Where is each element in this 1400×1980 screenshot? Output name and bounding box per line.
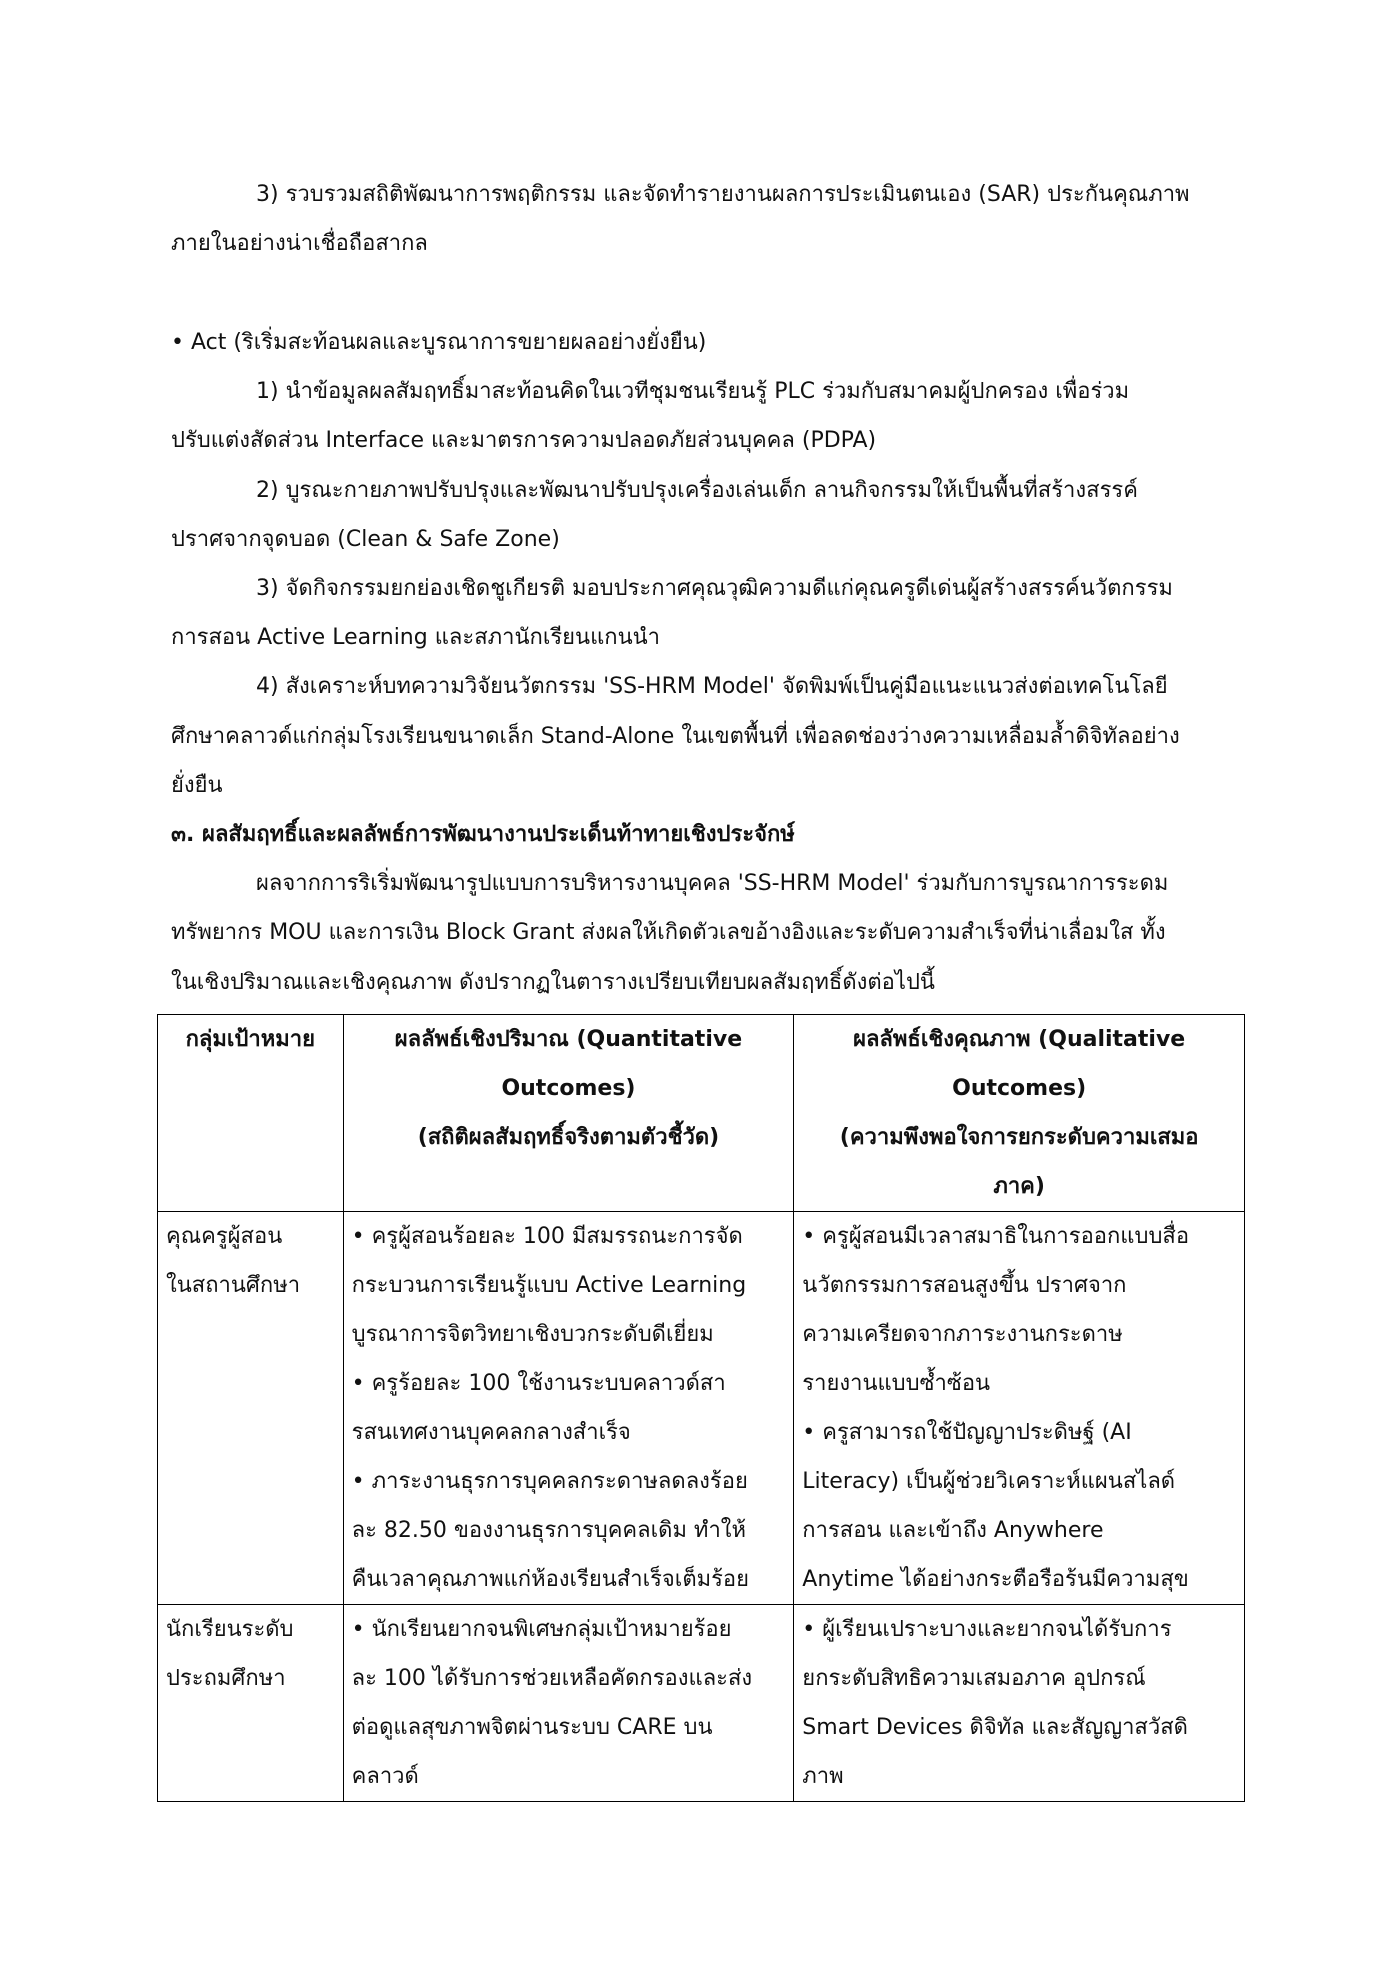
cell-line: ละ 82.50 ของงานธุรการบุคคลเดิม ทำให้ [351,1518,747,1543]
act-item-4-line-1: 4) สังเคราะห์บทความวิจัยนวัตกรรม 'SS-HRM Model' จัดพิมพ์เป็นคู่มือแนะแนวส่งต่อเทคโนโลยี [256,674,1168,699]
act-item-1-line-2: ปรับแต่งสัดส่วน Interface และมาตรการความปลอดภัยส่วนบุคคล (PDPA) [171,428,877,453]
cell-group [158,1212,344,1605]
cell-line: ภาพ [802,1764,844,1789]
act-item-3-line-1: 3) จัดกิจกรรมยกย่องเชิดชูเกียรติ มอบประกาศคุณวุฒิความดีแก่คุณครูดีเด่นผู้สร้างสรรค์นวัตกรรม [256,576,1173,601]
cell-line: บูรณาการจิตวิทยาเชิงบวกระดับดีเยี่ยม [351,1322,714,1347]
section-3-paragraph-line-3: ในเชิงปริมาณและเชิงคุณภาพ ดังปรากฏในตารางเปรียบเทียบผลสัมฤทธิ์ดังต่อไปนี้ [171,970,935,995]
header-line: Outcomes) [501,1076,636,1101]
cell-line: • ครูผู้สอนร้อยละ 100 มีสมรรถนะการจัด [351,1224,743,1249]
header-line: (ความพึงพอใจการยกระดับความเสมอ [839,1125,1199,1150]
cell-line: • ครูสามารถใช้ปัญญาประดิษฐ์ (AI [802,1420,1132,1445]
cell-qualitative [794,1605,1245,1802]
cell-line: • ครูร้อยละ 100 ใช้งานระบบคลาวด์สา [351,1371,726,1396]
cell-line: Anytime ได้อย่างกระตือรือร้นมีความสุข [802,1567,1189,1592]
section-3-paragraph-line-1: ผลจากการริเริ่มพัฒนารูปแบบการบริหารงานบุคคล 'SS-HRM Model' ร่วมกับการบูรณาการระดม [256,871,1169,896]
cell-line: ยกระดับสิทธิความเสมอภาค อุปกรณ์ [802,1666,1146,1691]
header-line: ผลลัพธ์เชิงคุณภาพ (Qualitative [853,1027,1186,1052]
cell-line: กระบวนการเรียนรู้แบบ Active Learning [351,1273,747,1298]
section-3-paragraph-line-2: ทรัพยากร MOU และการเงิน Block Grant ส่งผลให้เกิดตัวเลขอ้างอิงและระดับความสำเร็จที่น่าเลื่อมใส ทั้ง [171,920,1166,945]
cell-group [158,1605,344,1802]
cell-line: ในสถานศึกษา [166,1273,301,1298]
cell-line: คืนเวลาคุณภาพแก่ห้องเรียนสำเร็จเต็มร้อย [351,1567,750,1592]
cell-line: รายงานแบบซ้ำซ้อน [802,1371,991,1396]
cell-line: Smart Devices ดิจิทัล และสัญญาสวัสดิ [802,1715,1188,1740]
header-qualitative [794,1015,1245,1212]
cell-line: • ผู้เรียนเปราะบางและยากจนได้รับการ [802,1617,1172,1642]
header-line: Outcomes) [952,1076,1087,1101]
cell-line: • ภาระงานธุรการบุคคลกระดาษลดลงร้อย [351,1469,748,1494]
act-item-2-line-2: ปราศจากจุดบอด (Clean & Safe Zone) [171,527,560,552]
cell-quantitative [343,1605,794,1802]
cell-qualitative [794,1212,1245,1605]
cell-line: คลาวด์ [351,1764,419,1789]
header-line: (สถิติผลสัมฤทธิ์จริงตามตัวชี้วัด) [417,1125,720,1150]
cell-line: ประถมศึกษา [166,1666,286,1691]
paragraph-line: ภายในอย่างน่าเชื่อถือสากล [171,231,428,256]
cell-line: • นักเรียนยากจนพิเศษกลุ่มเป้าหมายร้อย [351,1617,732,1642]
outcomes-table [157,1014,1245,1802]
act-heading: • Act (ริเริ่มสะท้อนผลและบูรณาการขยายผลอย่างยั่งยืน) [171,330,707,355]
act-item-3-line-2: การสอน Active Learning และสภานักเรียนแกนนำ [171,625,661,650]
section-3-heading: ๓. ผลสัมฤทธิ์และผลลัพธ์การพัฒนางานประเด็นท้าทายเชิงประจักษ์ [171,822,795,847]
table-row [158,1605,1245,1802]
table-header-row [158,1015,1245,1212]
cell-line: ความเครียดจากภาระงานกระดาษ [802,1322,1123,1347]
act-item-1-line-1: 1) นำข้อมูลผลสัมฤทธิ์มาสะท้อนคิดในเวทีชุมชนเรียนรู้ PLC ร่วมกับสมาคมผู้ปกครอง เพื่อร่วม [256,379,1130,404]
paragraph-line: 3) รวบรวมสถิติพัฒนาการพฤติกรรม และจัดทำรายงานผลการประเมินตนเอง (SAR) ประกันคุณภาพ [256,182,1190,207]
header-quantitative [343,1015,794,1212]
header-line: ผลลัพธ์เชิงปริมาณ (Quantitative [394,1027,743,1052]
cell-quantitative [343,1212,794,1605]
cell-line: นักเรียนระดับ [166,1617,294,1642]
cell-line: • ครูผู้สอนมีเวลาสมาธิในการออกแบบสื่อ [802,1224,1190,1249]
act-item-4-line-2: ศึกษาคลาวด์แก่กลุ่มโรงเรียนขนาดเล็ก Stand-Alone ในเขตพื้นที่ เพื่อลดช่องว่างความเหลื่อมล้ำดิจิทัลอย่าง [171,724,1180,749]
act-item-4-line-3: ยั่งยืน [171,773,223,798]
cell-line: ละ 100 ได้รับการช่วยเหลือคัดกรองและส่ง [351,1666,753,1691]
act-item-2-line-1: 2) บูรณะกายภาพปรับปรุงและพัฒนาปรับปรุงเครื่องเล่นเด็ก ลานกิจกรรมให้เป็นพื้นที่สร้างสรรค์ [256,478,1138,503]
cell-line: ต่อดูแลสุขภาพจิตผ่านระบบ CARE บน [351,1715,713,1740]
cell-line: นวัตกรรมการสอนสูงขึ้น ปราศจาก [802,1273,1127,1298]
cell-line: รสนเทศงานบุคคลกลางสำเร็จ [351,1420,631,1445]
header-line: ภาค) [993,1174,1045,1199]
header-line: กลุ่มเป้าหมาย [185,1027,315,1052]
header-target-group [158,1015,344,1212]
table-row [158,1212,1245,1605]
cell-line: Literacy) เป็นผู้ช่วยวิเคราะห์แผนสไลด์ [802,1469,1176,1494]
cell-line: คุณครูผู้สอน [166,1224,283,1249]
cell-line: การสอน และเข้าถึง Anywhere [802,1518,1104,1543]
